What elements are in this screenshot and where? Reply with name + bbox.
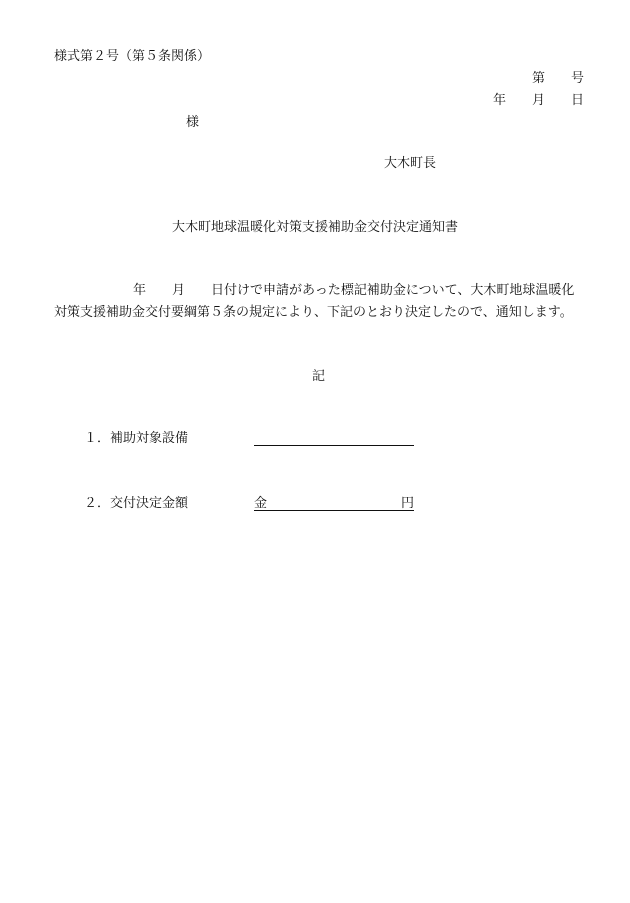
item-2-label: ２．交付決定金額 (84, 496, 189, 511)
amount-suffix: 円 (401, 496, 415, 511)
document-number: 第 号 (531, 71, 584, 86)
body-line-2: 対策支援補助金交付要綱第５条の規定により、下記のとおり決定したので、通知します。 (54, 305, 573, 320)
form-label: 様式第２号（第５条関係） (54, 49, 211, 64)
ki-heading: 記 (311, 369, 325, 384)
addressee-suffix: 様 (186, 115, 200, 130)
document-title: 大木町地球温暖化対策支援補助金交付決定通知書 (171, 220, 458, 235)
issue-date: 年 月 日 (492, 93, 584, 108)
amount-underline (254, 510, 414, 511)
item-1-blank-line (254, 445, 414, 446)
amount-prefix: 金 (254, 496, 268, 511)
issuer-name: 大木町長 (384, 156, 437, 171)
body-line-1: 年 月 日付けで申請があった標記補助金について、大木町地球温暖化 (133, 283, 575, 298)
item-1-label: １．補助対象設備 (84, 431, 189, 446)
